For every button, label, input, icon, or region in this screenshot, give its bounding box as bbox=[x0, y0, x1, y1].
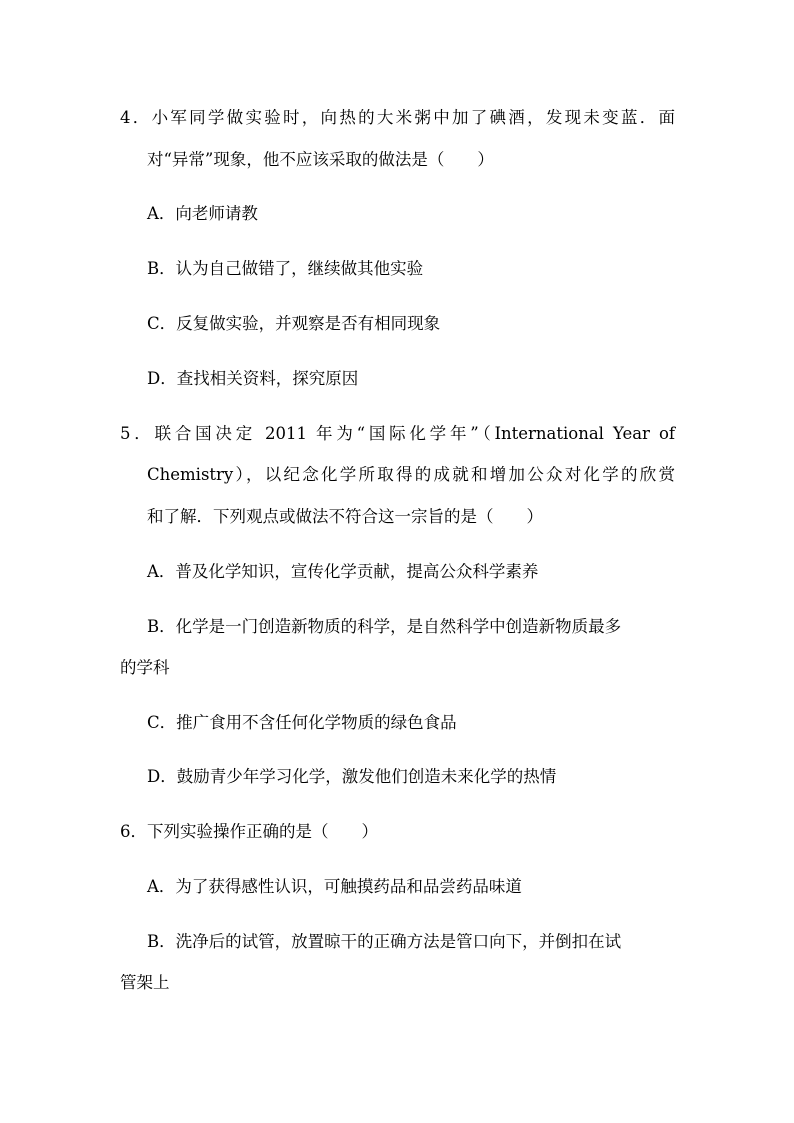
question-4-option-b: B．认为自己做错了，继续做其他实验 bbox=[147, 259, 424, 278]
question-6-number: 6． bbox=[120, 822, 147, 841]
question-5-stem-line-3: 和了解．下列观点或做法不符合这一宗旨的是（ ） bbox=[147, 507, 543, 526]
question-4-number: 4． bbox=[120, 108, 152, 127]
question-4-option-a: A．向老师请教 bbox=[147, 204, 258, 223]
question-4-stem-line-1: 4．小军同学做实验时，向热的大米粥中加了碘酒，发现未变蓝．面 bbox=[120, 108, 676, 127]
question-5-stem-line-1: 5．联合国决定 2011 年为“国际化学年”（International Year of bbox=[120, 424, 676, 443]
question-4-option-c: C．反复做实验，并观察是否有相同现象 bbox=[147, 314, 441, 333]
question-4-stem-line-2: 对“异常”现象，他不应该采取的做法是（ ） bbox=[147, 150, 494, 169]
question-6-stem-line-1: 6．下列实验操作正确的是（ ） bbox=[120, 822, 378, 841]
question-5-option-a: A．普及化学知识，宣传化学贡献，提高公众科学素养 bbox=[147, 562, 539, 581]
question-5-stem-line-2: Chemistry），以纪念化学所取得的成就和增加公众对化学的欣赏 bbox=[147, 465, 675, 484]
question-6-option-b: B．洗净后的试管，放置晾干的正确方法是管口向下，并倒扣在试 bbox=[147, 932, 622, 951]
question-4-option-d: D．查找相关资料，探究原因 bbox=[147, 369, 359, 388]
question-6-option-a: A．为了获得感性认识，可触摸药品和品尝药品味道 bbox=[147, 877, 522, 896]
question-5-option-d: D．鼓励青少年学习化学，激发他们创造未来化学的热情 bbox=[147, 767, 557, 786]
question-5-number: 5． bbox=[120, 424, 155, 443]
question-5-option-b: B．化学是一门创造新物质的科学，是自然科学中创造新物质最多 bbox=[147, 617, 622, 636]
question-6-option-b-continuation: 管架上 bbox=[120, 973, 170, 992]
question-5-option-b-continuation: 的学科 bbox=[120, 658, 170, 677]
question-5-option-c: C．推广食用不含任何化学物质的绿色食品 bbox=[147, 713, 457, 732]
